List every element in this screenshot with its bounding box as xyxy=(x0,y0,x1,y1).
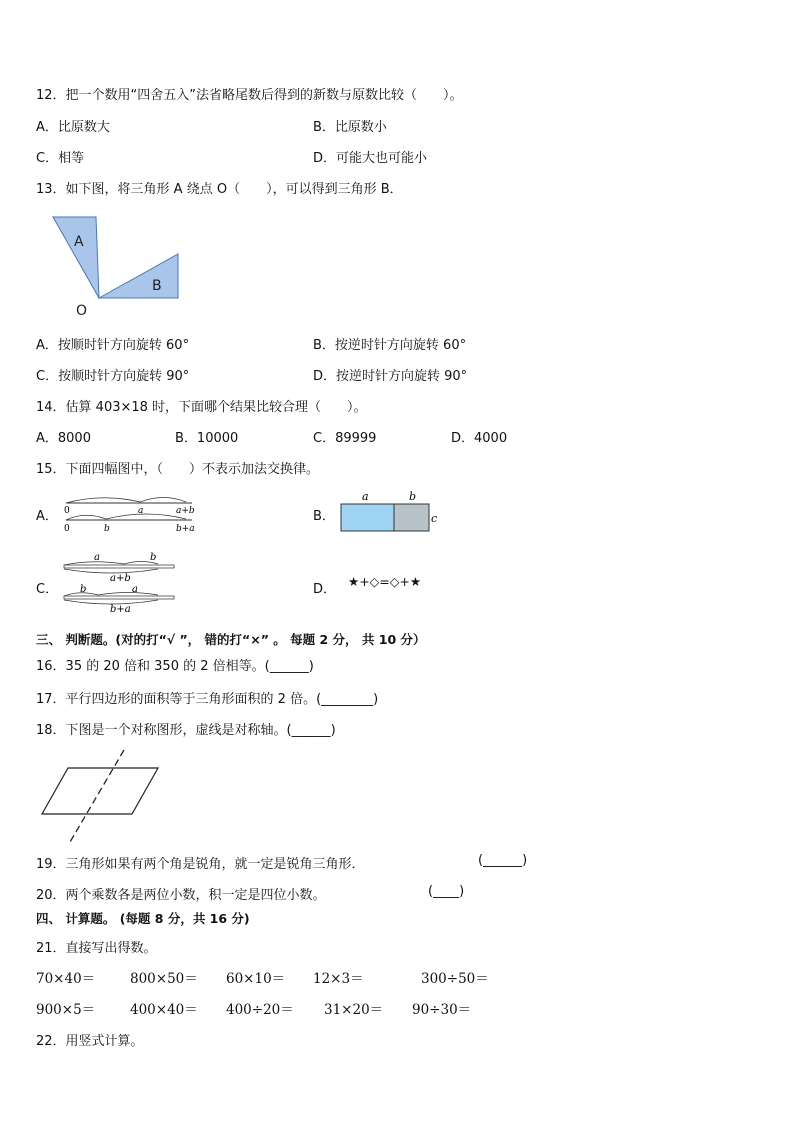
calc-item: 60×10＝ xyxy=(226,971,286,987)
calc-item: 90÷30＝ xyxy=(412,1002,472,1018)
q13-option-d: D．按逆时针方向旋转 90° xyxy=(313,369,468,384)
q12-option-a: A．比原数大 xyxy=(36,120,110,135)
star-diamond-expression: ★+◇=◇+★ xyxy=(348,574,422,589)
label-b-bottom: b xyxy=(104,524,110,534)
q17-stem: 17．平行四边形的面积等于三角形面积的 2 倍。(________) xyxy=(36,692,379,707)
rectangle-figure-b xyxy=(338,490,442,534)
label-a-bottom: a xyxy=(132,584,138,595)
label-ab: a+b xyxy=(110,573,131,584)
label-b: B xyxy=(152,278,162,294)
label-ba-bottom: b+a xyxy=(176,524,195,534)
q22-stem: 22．用竖式计算。 xyxy=(36,1034,144,1049)
q20-answer-blank: (____) xyxy=(428,884,465,899)
section-3-heading: 三、 判断题。(对的打“√ ”， 错的打“×” 。 每题 2 分， 共 10 分） xyxy=(36,632,426,647)
q12-option-b: B．比原数小 xyxy=(313,120,387,135)
q20-stem: 20．两个乘数各是两位小数，积一定是四位小数。 xyxy=(36,888,326,903)
calc-item: 800×50＝ xyxy=(130,971,198,987)
label-b-bottom: b xyxy=(80,584,87,595)
q21-stem: 21．直接写出得数。 xyxy=(36,941,157,956)
q12-option-d: D．可能大也可能小 xyxy=(313,151,428,166)
q13-option-c: C．按顺时针方向旋转 90° xyxy=(36,369,190,384)
q13-stem: 13．如下图，将三角形 A 绕点 O（ ），可以得到三角形 B． xyxy=(36,182,403,197)
segment-figure-c xyxy=(60,550,180,612)
section-4-heading: 四、 计算题。 (每题 8 分，共 16 分) xyxy=(36,911,250,926)
label-a-top: a xyxy=(94,552,100,563)
q15-label-d: D． xyxy=(313,582,337,597)
q13-option-b: B．按逆时针方向旋转 60° xyxy=(313,338,467,353)
calc-item: 400÷20＝ xyxy=(226,1002,294,1018)
q19-stem: 19．三角形如果有两个角是锐角，就一定是锐角三角形． xyxy=(36,857,365,872)
label-ab-top: a+b xyxy=(176,506,195,516)
triangle-b xyxy=(99,254,178,298)
q13-option-a: A．按顺时针方向旋转 60° xyxy=(36,338,190,353)
label-a: a xyxy=(362,490,369,503)
rect-part-b xyxy=(394,504,429,531)
q12-stem: 12．把一个数用“四舍五入”法省略尾数后得到的新数与原数比较（ ）。 xyxy=(36,88,463,103)
rotation-triangles-figure xyxy=(48,212,188,318)
q14-option-d: D．4000 xyxy=(451,431,508,446)
triangle-a xyxy=(53,217,99,298)
label-a: A xyxy=(74,234,84,250)
label-a-top: a xyxy=(138,506,144,516)
rect-part-a xyxy=(341,504,394,531)
label-o: O xyxy=(76,303,88,318)
q12-option-c: C．相等 xyxy=(36,151,85,166)
q16-stem: 16．35 的 20 倍和 350 的 2 倍相等。(______) xyxy=(36,659,314,674)
calc-item: 900×5＝ xyxy=(36,1002,96,1018)
label-b-top: b xyxy=(150,552,157,563)
label-b: b xyxy=(409,490,417,503)
q19-answer-blank: (______) xyxy=(478,853,528,868)
q14-option-b: B．10000 xyxy=(175,431,239,446)
q15-label-c: C． xyxy=(36,582,59,597)
label-zero-bottom: 0 xyxy=(64,524,70,534)
q14-stem: 14．估算 403×18 时，下面哪个结果比较合理（ ）。 xyxy=(36,400,367,415)
q15-stem: 15．下面四幅图中，（ ）不表示加法交换律。 xyxy=(36,462,320,477)
q15-label-a: A． xyxy=(36,509,58,524)
calc-item: 300÷50＝ xyxy=(421,971,489,987)
q15-label-b: B． xyxy=(313,509,335,524)
q14-option-a: A．8000 xyxy=(36,431,91,446)
calc-item: 12×3＝ xyxy=(313,971,364,987)
calc-item: 400×40＝ xyxy=(130,1002,198,1018)
calc-item: 31×20＝ xyxy=(324,1002,384,1018)
parallelogram-figure xyxy=(40,748,170,846)
label-ba: b+a xyxy=(110,604,131,612)
label-c: c xyxy=(431,512,438,525)
calc-item: 70×40＝ xyxy=(36,971,96,987)
label-zero-top: 0 xyxy=(64,506,70,516)
q14-option-c: C．89999 xyxy=(313,431,377,446)
q18-stem: 18．下图是一个对称图形，虚线是对称轴。(______) xyxy=(36,723,336,738)
dashed-axis xyxy=(70,750,124,842)
number-line-figure-a xyxy=(60,491,200,535)
